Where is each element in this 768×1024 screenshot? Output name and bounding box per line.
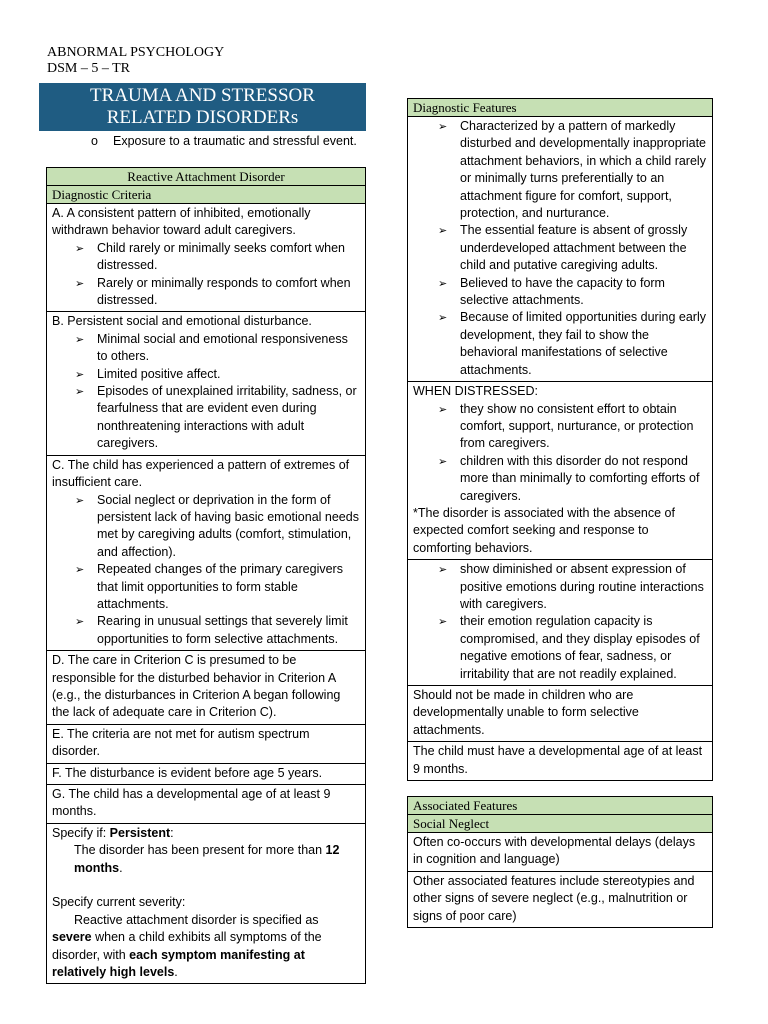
subtitle-text: Exposure to a traumatic and stressful event. (113, 134, 357, 148)
distressed-list (413, 401, 707, 505)
list-item: ➢ they show no consistent effort to obtain comfort, support, nurturance, or protection from caregivers. (460, 401, 707, 453)
associated-feature-2: Other associated features include stereotypies and other signs of severe neglect (e.g., malnutrition or signs of poor care) (407, 872, 713, 928)
banner-line-1: TRAUMA AND STRESSOR (90, 85, 315, 106)
list-item: ➢ Characterized by a pattern of markedly disturbed and developmentally inappropriate attachment behaviors, in which a child rarely or minimally turns preferentially to an attachment figure for comfort, support, protection, and nurturance. (460, 118, 707, 222)
should-not-box: Should not be made in children who are developmentally unable to form selective attachments. (407, 686, 713, 742)
criterion-c (46, 456, 366, 651)
criterion-b-text: B. Persistent social and emotional disturbance. (52, 314, 312, 329)
criterion-b-list (52, 331, 360, 453)
criterion-a-list (52, 240, 360, 310)
list-item: ➢ show diminished or absent expression of positive emotions during routine interactions with caregivers. (460, 561, 707, 613)
criterion-e: E. The criteria are not met for autism spectrum disorder. (46, 725, 366, 764)
list-item: ➢ Rarely or minimally responds to comfort when distressed. (97, 275, 360, 310)
criterion-a (46, 204, 366, 312)
social-neglect-label: Social Neglect (407, 815, 713, 833)
features-box (407, 117, 713, 382)
criteria-label: Diagnostic Criteria (46, 186, 366, 204)
associated-features-label: Associated Features (407, 796, 713, 815)
list-item: ➢ Repeated changes of the primary caregivers that limit opportunities to form stable attachments. (97, 561, 360, 613)
persistent-description: The disorder has been present for more than 12 months. (74, 843, 340, 875)
developmental-age-box: The child must have a developmental age of at least 9 months. (407, 742, 713, 781)
specify-severity: Specify current severity: (52, 895, 186, 910)
criterion-g: G. The child has a developmental age of at least 9 months. (46, 785, 366, 824)
list-item: ➢ Social neglect or deprivation in the form of persistent lack of having basic emotional needs met by caregiving adults (comfort, stimulation, and affection). (97, 492, 360, 562)
left-column (46, 167, 366, 984)
list-item: ➢ Minimal social and emotional responsiveness to others. (97, 331, 360, 366)
list-item: ➢ Child rarely or minimally seeks comfort when distressed. (97, 240, 360, 275)
list-item: ➢ Because of limited opportunities during early development, they fail to show the behavioral manifestations of selective attachments. (460, 309, 707, 379)
list-item: ➢ Rearing in unusual settings that severely limit opportunities to form selective attachments. (97, 613, 360, 648)
banner-line-2: RELATED DISORDERs (106, 107, 299, 128)
course-title: ABNORMAL PSYCHOLOGY (47, 45, 225, 60)
specifiers (46, 824, 366, 985)
criterion-f: F. The disturbance is evident before age 5 years. (46, 764, 366, 785)
features-list (413, 118, 707, 379)
criterion-c-list (52, 492, 360, 649)
features-label: Diagnostic Features (407, 98, 713, 117)
list-item: ➢ Limited positive affect. (97, 366, 360, 383)
list-item: ➢ Believed to have the capacity to form selective attachments. (460, 275, 707, 310)
list-item: ➢ children with this disorder do not respond more than minimally to comforting efforts of caregivers. (460, 453, 707, 505)
disorder-title: Reactive Attachment Disorder (46, 167, 366, 186)
associated-features-table (407, 796, 713, 928)
criterion-a-text: A. A consistent pattern of inhibited, emotionally withdrawn behavior toward adult caregivers. (52, 206, 311, 238)
emotion-list (413, 561, 707, 683)
banner-subtitle (91, 133, 357, 149)
association-note: *The disorder is associated with the absence of expected comfort seeking and response to comforting behaviors. (413, 505, 675, 555)
circle-bullet: o (91, 134, 98, 148)
distressed-box (407, 382, 713, 560)
document-header (47, 45, 224, 77)
list-item: ➢ The essential feature is absent of grossly underdeveloped attachment between the child and putative caregiving adults. (460, 222, 707, 274)
distressed-label: WHEN DISTRESSED: (413, 384, 539, 399)
criterion-d: D. The care in Criterion C is presumed to be responsible for the disturbed behavior in Criterion A (e.g., the disturbances in Criterion A began following the lack of adequate care in Criterion C). (46, 651, 366, 725)
criterion-c-text: C. The child has experienced a pattern of extremes of insufficient care. (52, 457, 350, 490)
section-banner (39, 83, 366, 131)
specify-persistent: Specify if: Persistent: (52, 825, 174, 840)
criterion-b (46, 312, 366, 455)
right-column (407, 98, 713, 781)
associated-feature-1: Often co-occurs with developmental delays (delays in cognition and language) (407, 833, 713, 872)
severity-description: Reactive attachment disorder is specified as severe when a child exhibits all symptoms of the disorder, with each symptom manifesting at relatively high levels. (52, 912, 322, 980)
list-item: ➢ Episodes of unexplained irritability, sadness, or fearfulness that are evident even during nonthreatening interactions with adult caregivers. (97, 383, 360, 453)
list-item: ➢ their emotion regulation capacity is compromised, and they display episodes of negative emotions of fear, sadness, or irritability that are not readily explained. (460, 613, 707, 683)
manual-title: DSM – 5 – TR (47, 61, 130, 76)
emotion-box (407, 560, 713, 686)
